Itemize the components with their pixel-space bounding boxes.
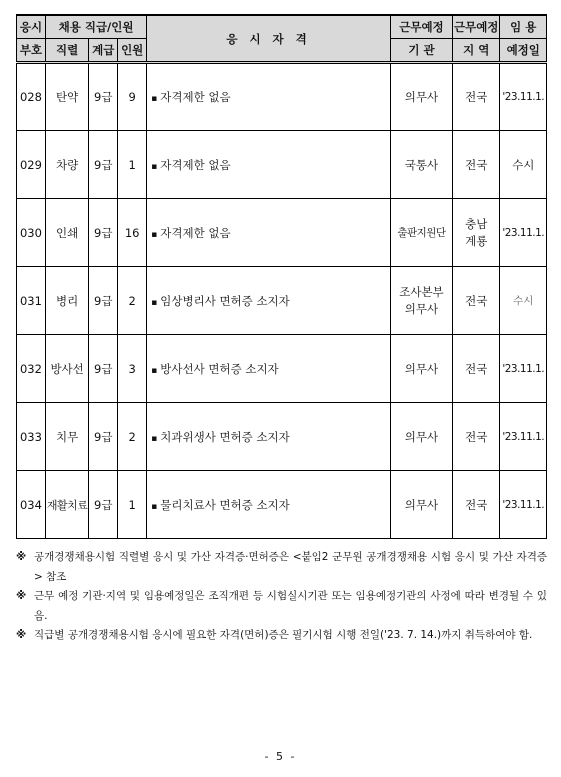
footnote [16, 587, 547, 626]
row-job: 차량 [45, 131, 88, 199]
row-count: 1 [118, 131, 147, 199]
row-code: 033 [17, 403, 46, 471]
row-grade: 9급 [89, 63, 118, 131]
table-row [17, 335, 547, 403]
reference-mark-icon: ※ [16, 551, 27, 563]
row-agency-line2: 의무사 [404, 301, 439, 316]
row-count: 2 [118, 403, 147, 471]
table-row [17, 403, 547, 471]
header-date-top: 임 용 [500, 15, 547, 39]
row-grade: 9급 [89, 403, 118, 471]
row-count: 3 [118, 335, 147, 403]
reference-mark-icon: ※ [16, 590, 27, 602]
footnotes [16, 548, 547, 646]
row-date: '23.11.1. [500, 471, 547, 539]
header-agency-top: 근무예정 [390, 15, 452, 39]
header-date-bottom: 예정일 [500, 39, 547, 63]
row-qual-text: 자격제한 없음 [160, 225, 231, 240]
header-exam-no-bottom: 부호 [17, 39, 46, 63]
footnote-text: 직급별 공개경쟁채용시험 응시에 필요한 자격(면허)증은 필기시험 시행 전일('23. 7. 14.)까지 취득하여야 함. [34, 629, 533, 641]
row-qual-text: 치과위생사 면허증 소지자 [160, 429, 290, 444]
row-qualification [147, 199, 391, 267]
row-count: 2 [118, 267, 147, 335]
row-region: 전국 [452, 335, 500, 403]
row-job: 재활치료 [45, 471, 88, 539]
row-region: 전국 [452, 267, 500, 335]
row-code: 029 [17, 131, 46, 199]
row-agency: 국통사 [390, 131, 452, 199]
row-grade: 9급 [89, 131, 118, 199]
row-date: 수시 [500, 267, 547, 335]
row-date: 수시 [500, 131, 547, 199]
row-count: 16 [118, 199, 147, 267]
footnote-text: 근무 예정 기관·지역 및 임용예정일은 조직개편 등 시험실시기관 또는 임용예정기관의 사정에 따라 변경될 수 있음. [34, 590, 547, 622]
row-qualification [147, 63, 391, 131]
footnote [16, 548, 547, 587]
footnote [16, 626, 547, 646]
header-agency-bottom: 기 관 [390, 39, 452, 63]
row-agency: 의무사 [390, 63, 452, 131]
row-job: 병리 [45, 267, 88, 335]
table-row [17, 267, 547, 335]
table-row [17, 199, 547, 267]
row-qualification [147, 471, 391, 539]
header-region-bottom: 지 역 [452, 39, 500, 63]
row-region [452, 199, 500, 267]
row-qual-text: 방사선사 면허증 소지자 [160, 361, 279, 376]
row-agency: 의무사 [390, 335, 452, 403]
table-row [17, 131, 547, 199]
bullet-icon: ▪ [151, 433, 158, 444]
footnote-text: 공개경쟁채용시험 직렬별 응시 및 가산 자격증·면허증은 <붙임2 군무원 공개경쟁채용 시험 응시 및 가산 자격증> 참조 [34, 551, 547, 583]
row-date: '23.11.1. [500, 199, 547, 267]
page-number: - 5 - [264, 750, 297, 763]
row-count: 9 [118, 63, 147, 131]
row-code: 030 [17, 199, 46, 267]
row-agency: 의무사 [390, 403, 452, 471]
row-qual-text: 임상병리사 면허증 소지자 [160, 293, 290, 308]
row-qual-text: 자격제한 없음 [160, 90, 231, 104]
row-grade: 9급 [89, 199, 118, 267]
header-region-top: 근무예정 [452, 15, 500, 39]
reference-mark-icon: ※ [16, 629, 27, 641]
bullet-icon: ▪ [151, 229, 158, 240]
row-qualification [147, 131, 391, 199]
bullet-icon: ▪ [151, 365, 158, 376]
row-grade: 9급 [89, 267, 118, 335]
row-grade: 9급 [89, 471, 118, 539]
row-region: 전국 [452, 131, 500, 199]
row-agency-line1: 조사본부 [399, 284, 444, 299]
bullet-icon: ▪ [151, 297, 158, 308]
row-region-line1: 충남 [465, 216, 488, 231]
row-region: 전국 [452, 63, 500, 131]
table-row [17, 63, 547, 131]
bullet-icon: ▪ [151, 501, 158, 512]
row-qualification [147, 335, 391, 403]
bullet-icon: ▪ [151, 94, 158, 104]
header-exam-no-top: 응시 [17, 15, 46, 39]
row-job: 인쇄 [45, 199, 88, 267]
row-code: 031 [17, 267, 46, 335]
row-qualification [147, 267, 391, 335]
row-grade: 9급 [89, 335, 118, 403]
bullet-icon: ▪ [151, 161, 158, 172]
header-group: 채용 직급/인원 [45, 15, 146, 39]
row-code: 032 [17, 335, 46, 403]
row-qualification [147, 403, 391, 471]
header-qualification: 응 시 자 격 [147, 15, 391, 63]
row-region-line2: 계룡 [465, 233, 488, 248]
header-count: 인원 [118, 39, 147, 63]
table-row [17, 471, 547, 539]
header-grade: 계급 [89, 39, 118, 63]
row-region: 전국 [452, 471, 500, 539]
row-agency: 출판지원단 [390, 199, 452, 267]
row-qual-text: 자격제한 없음 [160, 157, 231, 172]
row-job: 탄약 [45, 63, 88, 131]
row-date: '23.11.1. [500, 335, 547, 403]
row-code: 034 [17, 471, 46, 539]
row-agency [390, 267, 452, 335]
row-date: '23.11.1. [500, 403, 547, 471]
row-job: 치무 [45, 403, 88, 471]
header-job: 직렬 [45, 39, 88, 63]
row-qual-text: 물리치료사 면허증 소지자 [160, 497, 290, 512]
row-date: '23.11.1. [500, 63, 547, 131]
row-region: 전국 [452, 403, 500, 471]
row-job: 방사선 [45, 335, 88, 403]
row-code: 028 [17, 63, 46, 131]
recruitment-table [16, 14, 547, 539]
row-agency: 의무사 [390, 471, 452, 539]
row-count: 1 [118, 471, 147, 539]
